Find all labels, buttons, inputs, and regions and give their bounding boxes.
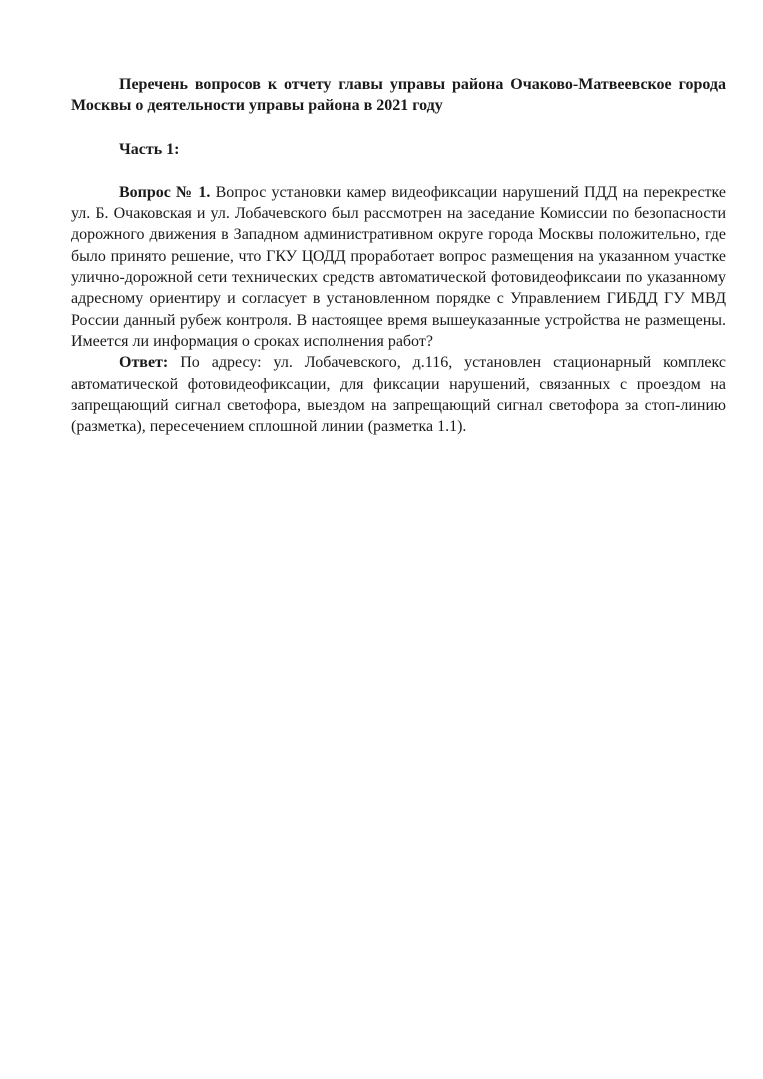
document-title: Перечень вопросов к отчету главы управы района Очаково-Матвеевское города Москвы о деятельности управы района в 2021 году bbox=[71, 76, 726, 115]
answer-text: По адресу: ул. Лобачевского, д.116, установлен стационарный комплекс автоматической фотовидеофиксации, для фиксации нарушений, связанных с проездом на запрещающий сигнал светофора, выездом на запрещающий сигнал светофора за стоп-линию (разметка), пересечением сплошной линии (разметка 1.1). bbox=[71, 354, 726, 436]
document-body bbox=[71, 74, 726, 437]
question-paragraph bbox=[71, 182, 726, 352]
part-heading: Часть 1: bbox=[119, 140, 180, 158]
answer-label: Ответ: bbox=[119, 354, 169, 372]
question-label: Вопрос № 1. bbox=[119, 183, 211, 201]
answer-paragraph bbox=[71, 352, 726, 437]
question-text: Вопрос установки камер видеофиксации нарушений ПДД на перекрестке ул. Б. Очаковская и ул. Лобачевского был рассмотрен на заседание Комиссии по безопасности дорожного движения в Западном административном округе города Москвы положительно, где было принято решение, что ГКУ ЦОДД проработает вопрос размещения на указанном участке улично-дорожной сети технических средств автоматической фотовидеофиксаии по указанному адресному ориентиру и согласует в установленном порядке с Управлением ГИБДД ГУ МВД России данный рубеж контроля. В настоящее время вышеуказанные устройства не размещены. Имеется ли информация о сроках исполнения работ? bbox=[71, 183, 727, 350]
